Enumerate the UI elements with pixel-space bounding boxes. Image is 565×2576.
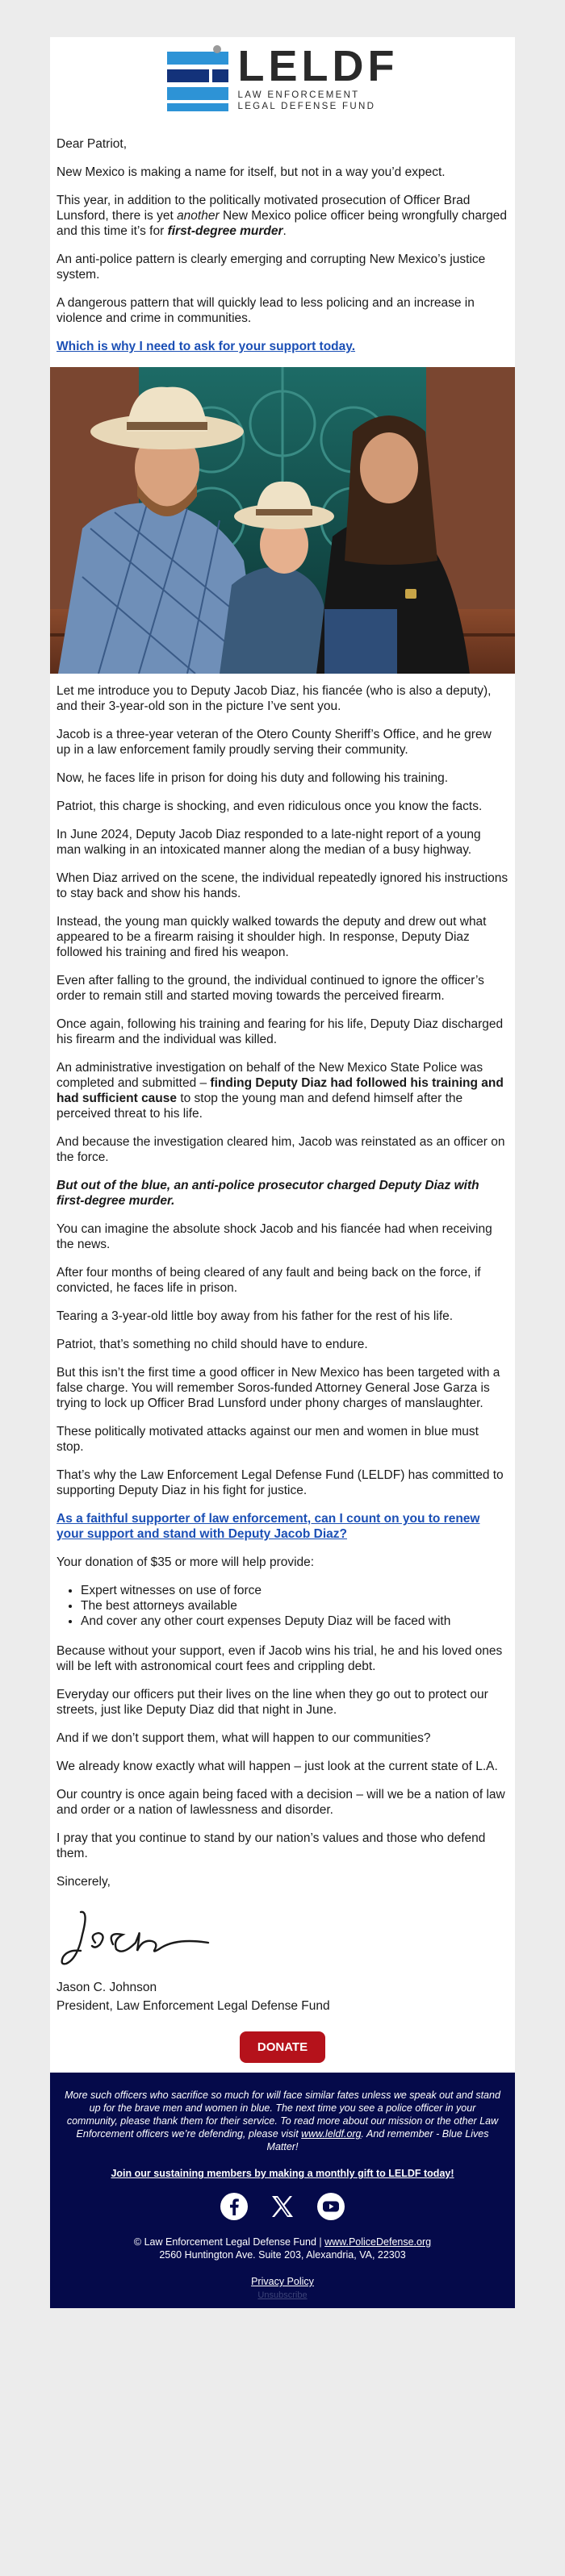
- paragraph: Tearing a 3-year-old little boy away from his father for the rest of his life.: [56, 1309, 454, 1323]
- leldf-site-link[interactable]: www.leldf.org: [301, 2128, 362, 2140]
- footer-copyright: © Law Enforcement Legal Defense Fund | www.PoliceDefense.org 2560 Huntington Ave. Suite 203, Alexandria, VA, 22303: [133, 2236, 432, 2261]
- paragraph: Everyday our officers put their lives on the line when they go out to protect our streets, just like Deputy Diaz did that night in June.: [56, 1688, 488, 1717]
- paragraph: After four months of being cleared of any fault and being back on the force, if convicted, he faces life in prison.: [56, 1266, 481, 1295]
- list-item: • Expert witnesses on use of force: [81, 1583, 508, 1598]
- footer-message: More such officers who sacrifice so much for will face similar fates unless we speak out and stand up for the brave men and women in blue. The next time you see a police officer in your community, please thank them for their service. To read more about our mission or the other Law Enforcement officers we’re defending, please visit www.leldf.org. And remember - Blue Lives Matter!: [65, 2090, 500, 2152]
- greeting: Dear Patriot,: [56, 137, 128, 151]
- paragraph: An anti-police pattern is clearly emerging and corrupting New Mexico’s justice system.: [56, 253, 486, 282]
- paragraph: Let me introduce you to Deputy Jacob Diaz, his fiancée (who is also a deputy), and their 3-year-old son in the picture I’ve sent you.: [56, 684, 492, 713]
- paragraph: Now, he faces life in prison for doing his duty and following his training.: [56, 771, 449, 785]
- letter-body: [50, 683, 515, 2014]
- paragraph: Even after falling to the ground, the individual continued to ignore the officer’s order to remain still and started moving towards the perceived firearm.: [56, 974, 484, 1003]
- signature-image: [56, 1902, 218, 1975]
- paragraph: New Mexico is making a name for itself, but not in a way you’d expect.: [56, 165, 446, 179]
- paragraph: We already know exactly what will happen – just look at the current state of L.A.: [56, 1760, 498, 1773]
- paragraph: This year, in addition to the politically motivated prosecution of Officer Brad Lunsford, there is yet another New Mexico police officer being wrongfully charged and this time it’s for first-degree murder.: [56, 194, 508, 238]
- signer-title: President, Law Enforcement Legal Defense Fund: [56, 1999, 330, 2013]
- paragraph: Once again, following his training and fearing for his life, Deputy Diaz discharged his firearm and the individual was killed.: [56, 1017, 504, 1046]
- paragraph: I pray that you continue to stand by our nation’s values and those who defend them.: [56, 1831, 486, 1860]
- footer: [50, 2073, 515, 2308]
- closing: Sincerely,: [56, 1875, 111, 1889]
- paragraph: But this isn’t the first time a good officer in New Mexico has been targeted with a false charge. You will remember Soros-funded Attorney General Jose Garza is trying to lock up Officer Brad Lunsford under phony charges of manslaughter.: [56, 1366, 500, 1410]
- letter-top: [50, 136, 515, 354]
- paragraph: A dangerous pattern that will quickly lead to less policing and an increase in violence and crime in communities.: [56, 296, 475, 325]
- paragraph: Patriot, that’s something no child should have to endure.: [56, 1338, 368, 1351]
- policedefense-link[interactable]: www.PoliceDefense.org: [324, 2236, 432, 2248]
- paragraph: In June 2024, Deputy Jacob Diaz responded to a late-night report of a young man walking in an intoxicated manner along the median of a busy highway.: [56, 828, 481, 857]
- facebook-icon[interactable]: [220, 2192, 249, 2221]
- family-photo[interactable]: [50, 367, 515, 674]
- paragraph: An administrative investigation on behalf of the New Mexico State Police was completed and submitted – finding Deputy Diaz had followed his training and had sufficient cause to stop the young man and defend himself after the perceived threat to his life.: [56, 1061, 504, 1121]
- donate-button[interactable]: DONATE: [240, 2031, 325, 2063]
- paragraph: But out of the blue, an anti-police prosecutor charged Deputy Diaz with first-degree murder.: [56, 1179, 479, 1208]
- join-sustaining-link[interactable]: Join our sustaining members by making a monthly gift to LELDF today!: [111, 2168, 454, 2179]
- youtube-icon[interactable]: [316, 2192, 345, 2221]
- donate-section: [50, 2027, 515, 2073]
- paragraph: That’s why the Law Enforcement Legal Defense Fund (LELDF) has committed to supporting Deputy Diaz in his fight for justice.: [56, 1468, 504, 1497]
- paragraph: And because the investigation cleared him, Jacob was reinstated as an officer on the force.: [56, 1135, 505, 1164]
- paragraph: Jacob is a three-year veteran of the Otero County Sheriff’s Office, and he grew up in a law enforcement family proudly serving their community.: [56, 728, 492, 757]
- logo-wordmark: [237, 42, 399, 112]
- footer-address: 2560 Huntington Ave. Suite 203, Alexandria, VA, 22303: [159, 2249, 406, 2261]
- signer-name: Jason C. Johnson: [56, 1981, 157, 1994]
- paragraph: Your donation of $35 or more will help provide:: [56, 1555, 315, 1569]
- email-container: [50, 37, 515, 2308]
- shield-stripes-logo-icon: [167, 45, 228, 113]
- privacy-policy-link[interactable]: Privacy Policy: [251, 2276, 314, 2287]
- logo-name: LELDF: [237, 42, 399, 90]
- paragraph: And if we don’t support them, what will happen to our communities?: [56, 1731, 431, 1745]
- paragraph: When Diaz arrived on the scene, the individual repeatedly ignored his instructions to stay back and show his hands.: [56, 871, 508, 900]
- unsubscribe-link[interactable]: Unsubscribe: [257, 2290, 308, 2300]
- paragraph: Instead, the young man quickly walked towards the deputy and drew out what appeared to be a firearm raising it shoulder high. In response, Deputy Diaz followed his training and fired his weapon.: [56, 915, 487, 959]
- list-item: • The best attorneys available: [81, 1598, 508, 1614]
- email-header: [50, 37, 515, 136]
- renew-support-link[interactable]: As a faithful supporter of law enforcement, can I count on you to renew your support and stand with Deputy Jacob Diaz?: [56, 1512, 480, 1541]
- x-icon[interactable]: [268, 2192, 297, 2221]
- paragraph: Our country is once again being faced with a decision – will we be a nation of law and order or a nation of lawlessness and disorder.: [56, 1788, 505, 1817]
- list-item: • And cover any other court expenses Deputy Diaz will be faced with: [81, 1614, 508, 1629]
- paragraph: Patriot, this charge is shocking, and even ridiculous once you know the facts.: [56, 800, 483, 813]
- leldf-logo[interactable]: [167, 42, 399, 113]
- logo-sub-line1: LAW ENFORCEMENT: [237, 90, 360, 100]
- social-links: [63, 2192, 502, 2221]
- paragraph: These politically motivated attacks against our men and women in blue must stop.: [56, 1425, 479, 1454]
- paragraph: You can imagine the absolute shock Jacob and his fiancée had when receiving the news.: [56, 1222, 492, 1251]
- logo-sub-line2: LEGAL DEFENSE FUND: [237, 102, 376, 111]
- support-list: [56, 1583, 508, 1629]
- paragraph: Because without your support, even if Jacob wins his trial, he and his loved ones will be left with astronomical court fees and crippling debt.: [56, 1644, 503, 1673]
- support-link[interactable]: Which is why I need to ask for your support today.: [56, 340, 356, 353]
